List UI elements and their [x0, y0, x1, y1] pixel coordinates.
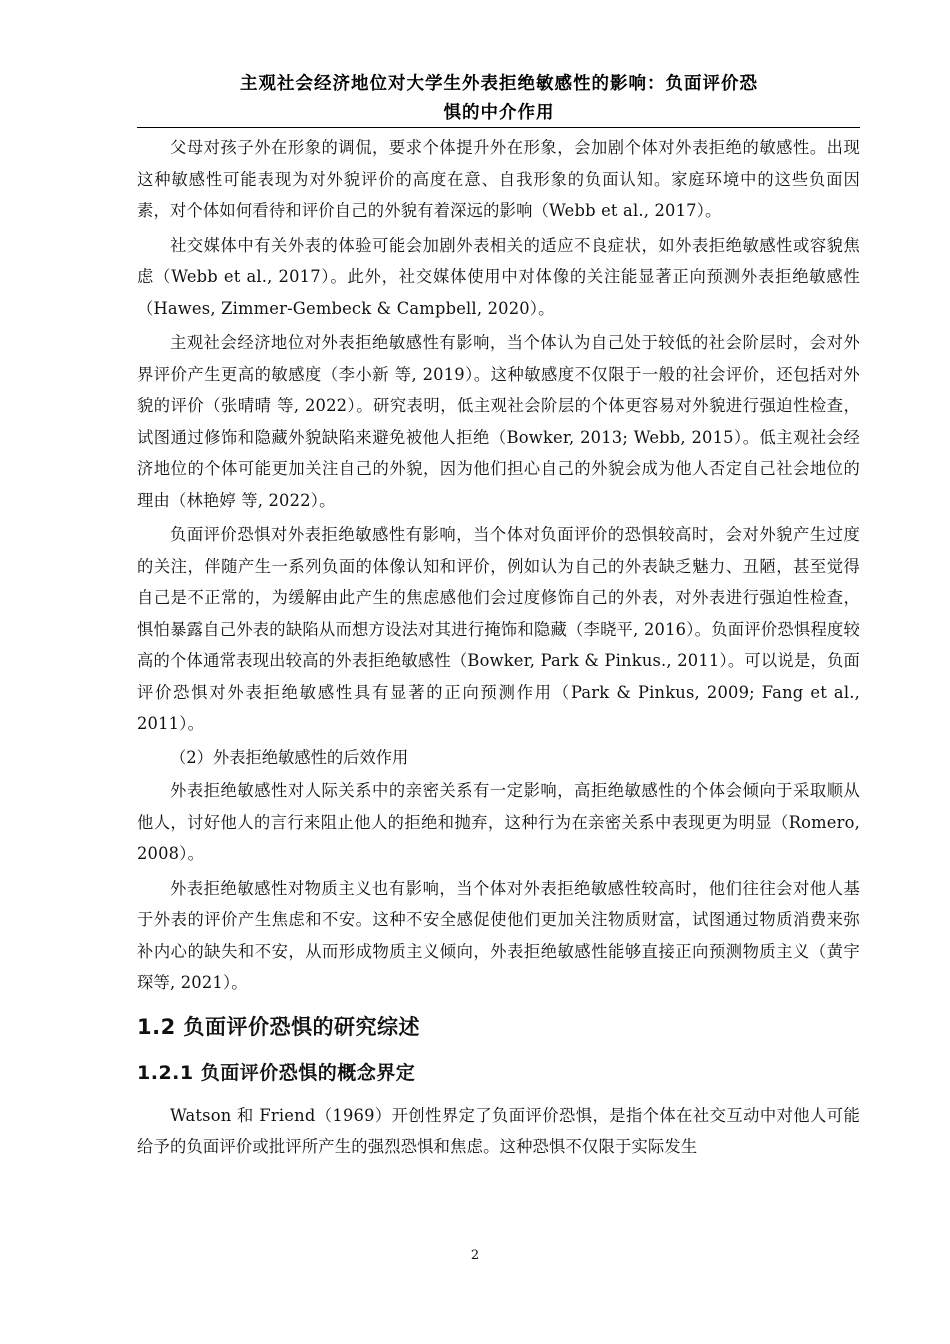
subsection-label-aftereffects: （2）外表拒绝敏感性的后效作用 — [170, 747, 409, 767]
page-number: 2 — [470, 1248, 480, 1263]
paragraph-subjective-ses: 主观社会经济地位对外表拒绝敏感性有影响，当个体认为自己处于较低的社会阶层时，会对外界评价产生更高的敏感度（李小新 等, 2019）。这种敏感度不仅限于一般的社会评价，还包括对外貌的评价（张晴晴 等, 2022）。研究表明，低主观社会阶层的个体更容易对外貌进行强迫性检查，试图通过修饰和隐藏外貌缺陷来避免被他人拒绝（Bowker, 2013; Webb, 2015）。低主观社会经济地位的个体可能更加关注自己的外貌，因为他们担心自己的外貌会成为他人否定自己社会地位的理由（林艳婷 等, 2022）。 — [137, 333, 860, 510]
header-title-line-2: 惧的中介作用 — [443, 103, 555, 123]
paragraph-social-media: 社交媒体中有关外表的体验可能会加剧外表相关的适应不良症状，如外表拒绝敏感性或容貌焦虑（Webb et al., 2017）。此外，社交媒体使用中对体像的关注能显著正向预测外表拒绝敏感性（Hawes, Zimmer-Gembeck & Campbell, 2020）。 — [137, 235, 860, 318]
running-header-title — [138, 70, 860, 128]
section-heading-1-2-1: 1.2.1 负面评价恐惧的概念界定 — [137, 1061, 416, 1084]
header-divider — [137, 127, 860, 128]
document-body — [137, 132, 860, 1163]
paragraph-materialism: 外表拒绝敏感性对物质主义也有影响，当个体对外表拒绝敏感性较高时，他们往往会对他人基于外表的评价产生焦虑和不安。这种不安全感促使他们更加关注物质财富，试图通过物质消费来弥补内心的缺失和不安，从而形成物质主义倾向，外表拒绝敏感性能够直接正向预测物质主义（黄宇琛等, 2021）。 — [137, 878, 860, 992]
header-title-line-1: 主观社会经济地位对大学生外表拒绝敏感性的影响：负面评价恐 — [240, 74, 758, 94]
paragraph-fear-negative-evaluation: 负面评价恐惧对外表拒绝敏感性有影响，当个体对负面评价的恐惧较高时，会对外貌产生过度的关注，伴随产生一系列负面的体像认知和评价，例如认为自己的外表缺乏魅力、丑陋，甚至觉得自己是不正常的，为缓解由此产生的焦虑感他们会过度修饰自己的外表，对外表进行强迫性检查，惧怕暴露自己外表的缺陷从而想方设法对其进行掩饰和隐藏（李晓平, 2016）。负面评价恐惧程度较高的个体通常表现出较高的外表拒绝敏感性（Bowker, Park & Pinkus., 2011）。可以说是，负面评价恐惧对外表拒绝敏感性具有显著的正向预测作用（Park & Pinkus, 2009; Fang et al., 2011）。 — [137, 525, 860, 733]
paragraph-intimate-relationships: 外表拒绝敏感性对人际关系中的亲密关系有一定影响，高拒绝敏感性的个体会倾向于采取顺从他人，讨好他人的言行来阻止他人的拒绝和抛弃，这种行为在亲密关系中表现更为明显（Romero, 2008）。 — [137, 781, 860, 863]
paragraph-definition: Watson 和 Friend（1969）开创性界定了负面评价恐惧，是指个体在社交互动中对他人可能给予的负面评价或批评所产生的强烈恐惧和焦虑。这种恐惧不仅限于实际发生 — [137, 1105, 860, 1156]
section-heading-1-2: 1.2 负面评价恐惧的研究综述 — [137, 1014, 421, 1039]
paragraph-family-environment: 父母对孩子外在形象的调侃，要求个体提升外在形象，会加剧个体对外表拒绝的敏感性。出现这种敏感性可能表现为对外貌评价的高度在意、自我形象的负面认知。家庭环境中的这些负面因素，对个体如何看待和评价自己的外貌有着深远的影响（Webb et al., 2017）。 — [137, 138, 860, 220]
